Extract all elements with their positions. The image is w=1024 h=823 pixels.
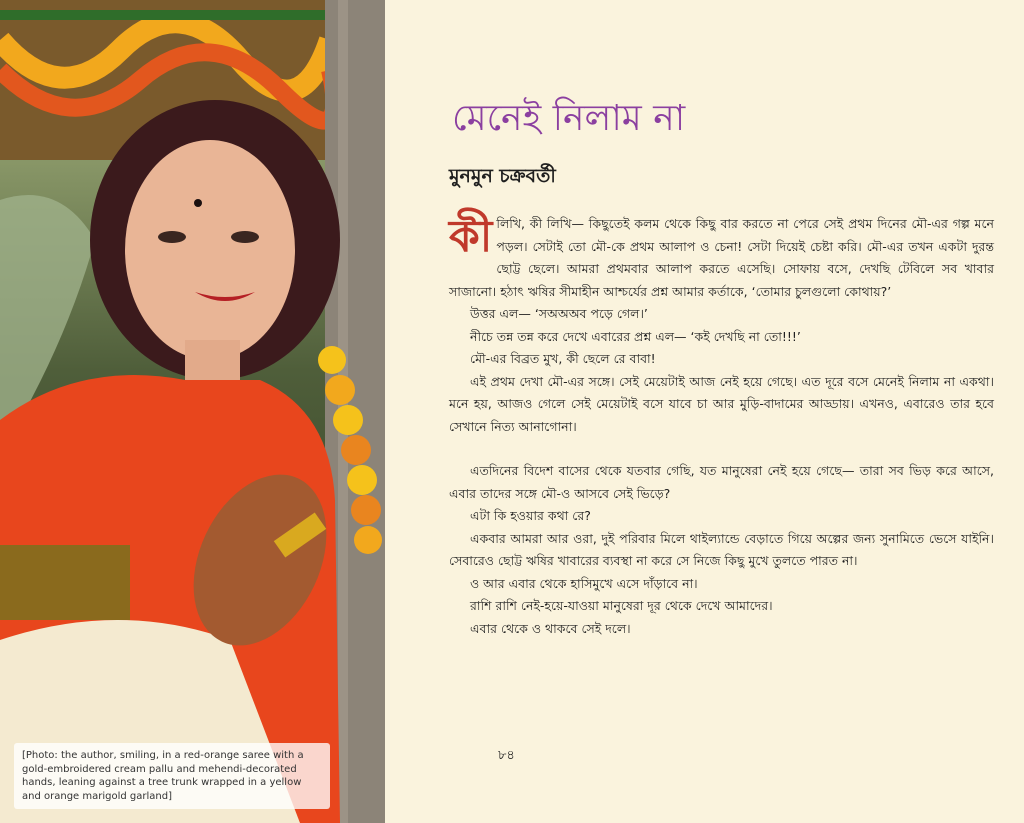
paragraph-1-text: লিখি, কী লিখি— কিছুতেই কলম থেকে কিছু বার করতে না পেরে সেই প্রথম দিনের মৌ-এর গল্প মনে পড়ল। সেটাই তো মৌ-কে প্রথম আলাপ ও চেনা! সেটা দিয়েই চেষ্টা করি। মৌ-এর তখন একটা দুরন্ত ছোট্ট ছেলে। আমরা প্রথমবার আলাপ করতে এসেছি। সোফায় বসে, দেখছি টেবিলে সব খাবার সাজানো। হঠাৎ ঋষির সীমাহীন আশ্চর্যের প্রশ্ন আমার কর্তাকে, ‘তোমার চুলগুলো কোথায়?’	[449, 216, 994, 299]
paragraph-6: এতদিনের বিদেশ বাসের থেকে যতবার গেছি, যত মানুষেরা নেই হয়ে গেছে— তারা সব ভিড় করে আসে, এবার তাদের সঙ্গে মৌ-ও আসবে সেই ভিড়ে?	[449, 463, 994, 501]
paragraph-9: ও আর এবার থেকে হাসিমুখে এসে দাঁড়াবে না।	[470, 575, 698, 591]
article-author: মুনমুন চক্রবর্তী	[449, 165, 556, 187]
paragraph-7: এটা কি হওয়ার কথা রে?	[470, 508, 591, 523]
page-number: ৮৪	[498, 748, 515, 763]
author-photo	[0, 0, 385, 823]
paragraph-10: রাশি রাশি নেই-হয়ে-যাওয়া মানুষেরা দূর থেকে দেখে আমাদের।	[470, 598, 773, 613]
bindi	[194, 199, 202, 207]
photo-illustration	[0, 0, 385, 823]
article-body	[449, 213, 994, 640]
paragraph-8: একবার আমরা আর ওরা, দুই পরিবার মিলে থাইল্যান্ডে বেড়াতে গিয়ে অল্পের জন্য সুনামিতে ভেসে যাইনি। সেবারেও ছোট্ট ঋষির খাবারের ব্যবস্থা না করে সে নিজে কিছু মুখে তুলতে পারত না।	[449, 530, 994, 568]
paragraph-4: মৌ-এর বিব্রত মুখ, কী ছেলে রে বাবা!	[470, 351, 656, 366]
paragraph-5: এই প্রথম দেখা মৌ-এর সঙ্গে। সেই মেয়েটাই আজ নেই হয়ে গেছে। এত দূরে বসে মেনেই নিলাম না একথা। মনে হয়, আজও গেলে সেই মেয়েটাই বসে যাবে চা আর মুড়ি-বাদামের আড্ডায়। এখনও, এবারেও তার হবে সেখানে নিত্য আনাগোনা।	[449, 373, 994, 434]
article-title: মেনেই নিলাম না	[452, 98, 686, 139]
article-page	[385, 0, 1024, 823]
right-eye	[231, 231, 259, 243]
drop-cap: কী	[449, 211, 493, 262]
left-eye	[158, 231, 186, 243]
photo-caption: [Photo: the author, smiling, in a red-orange saree with a gold-embroidered cream pallu and mehendi-decorated hands, leaning against a tree trunk wrapped in a yellow and orange marigold garland]	[14, 743, 330, 809]
face-shape	[125, 140, 295, 360]
paragraph-2: উত্তর এল— ‘সঅঅঅব পড়ে গেল।’	[470, 306, 648, 321]
paragraph-1	[449, 213, 994, 303]
blouse-gold-border	[0, 545, 130, 620]
paragraph-11: এবার থেকে ও থাকবে সেই দলে।	[470, 620, 631, 636]
paragraph-3: নীচে তন্ন তন্ন করে দেখে এবারের প্রশ্ন এল— ‘কই দেখছি না তো!!!’	[470, 328, 801, 344]
